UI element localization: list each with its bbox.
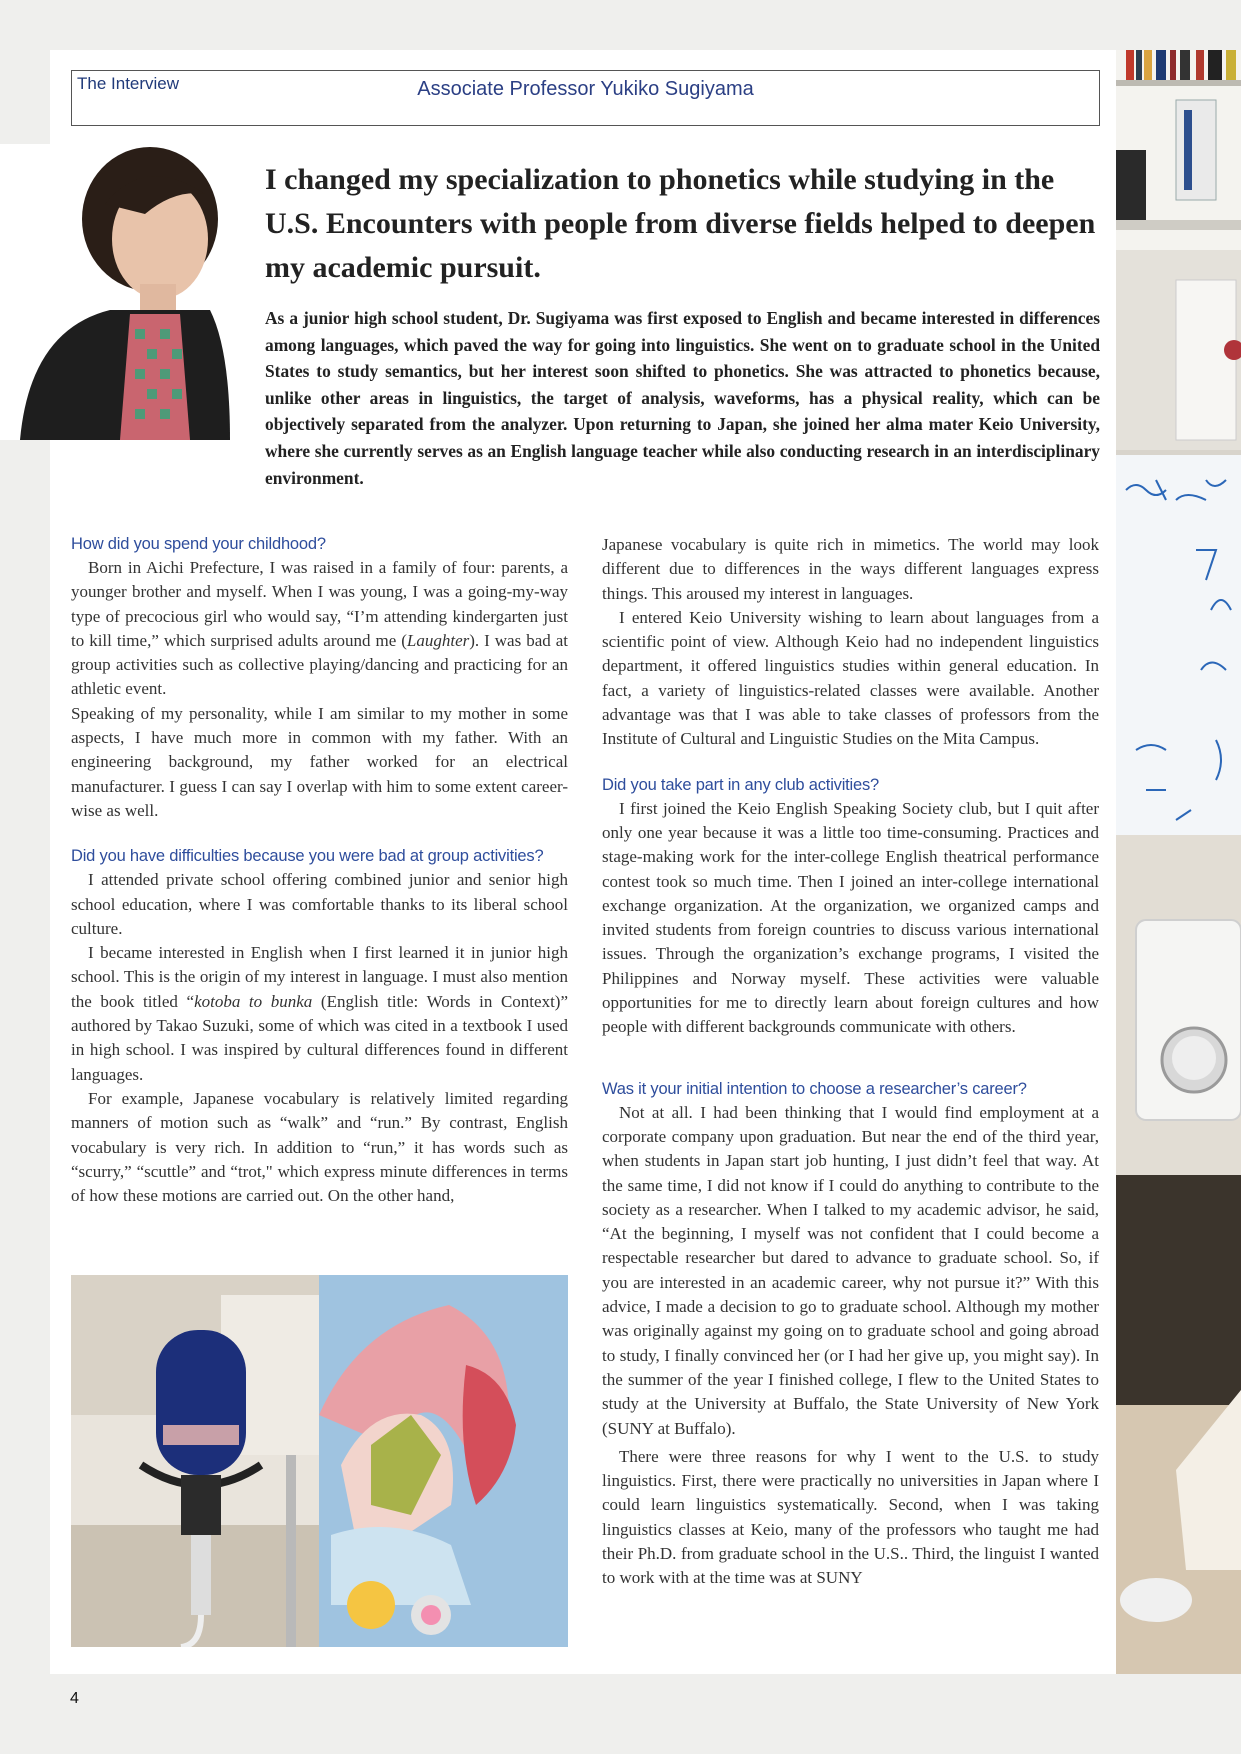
portrait-photo xyxy=(0,144,230,440)
article-lead: As a junior high school student, Dr. Sugiyama was first exposed to English and became interested in differences among languages, which paved the way for going into linguistics. She went on to graduate school in the United States to study semantics, but her interest soon shifted to phonetics. She was attracted to phonetics because, unlike other areas in linguistics, the target of analysis, waveforms, has a physical reality, which can be objectively separated from the analyzer. Upon returning to Japan, she joined her alma mater Keio University, where she currently serves as an English language teacher while also conducting research in an interdisciplinary environment. xyxy=(265,308,1100,488)
section-label: The Interview xyxy=(77,74,180,93)
paragraph: There were three reasons for why I went to the U.S. to study linguistics. First, there were practically no universities in Japan where I could learn linguistics systematically. Second, when I was taking linguistics classes at Keio, many of the professors who taught me had their Ph.D. from graduate school in the U.S.. Third, the linguist I wanted to work with at the time was at SUNY xyxy=(602,1446,1099,1588)
paragraph: Born in Aichi Prefecture, I was raised in a family of four: parents, a younger brother and myself. When I was young, I was a going-my-way type of precocious girl who would say, “I’m attending kindergarten just to kill time,” which surprised adults around me (Laughter). I was bad at group activities such as collective playing/dancing and practicing for an athletic event. xyxy=(71,558,568,699)
paragraph: I attended private school offering combined junior and senior high school education, where I was comfortable thanks to its liberal school culture. xyxy=(71,870,568,938)
left-column xyxy=(71,533,568,1208)
interview-header-box xyxy=(71,70,1100,126)
photo-pair xyxy=(71,1275,568,1647)
paragraph: Speaking of my personality, while I am similar to my mother in some aspects, I have much more in common with my father. With an engineering background, my father worked for an electrical manufacturer. I guess I can say I overlap with him to some extent career-wise as well. xyxy=(71,703,568,820)
paragraph: I became interested in English when I first learned it in junior high school. This is the origin of my interest in language. I must also mention the book titled “kotoba to bunka (English title: Words in Context)” authored by Takao Suzuki, some of which was cited in a textbook I used in high school. I was inspired by cultural differences found in different languages. xyxy=(71,943,568,1084)
question-heading: How did you spend your childhood? xyxy=(71,535,326,553)
article-headline: I changed my specialization to phonetics while studying in the U.S. Encounters with people from diverse fields helped to deepen my academic pursuit. xyxy=(265,163,1096,284)
interviewee-name: Associate Professor Yukiko Sugiyama xyxy=(417,78,754,100)
office-photo-strip xyxy=(1116,50,1241,1674)
paragraph: Not at all. I had been thinking that I would find employment at a corporate company upon graduation. But near the end of the third year, when students in Japan start job hunting, I just didn’t feel that way. At the same time, I did not know if I could do anything to contribute to the society as a researcher. When I talked to my academic advisor, he said, “At the beginning, I myself was not confident that I could become a respectable researcher but dared to advance to graduate school. So, if you are interested in an academic career, why not pursue it?” With this advice, I made a decision to go to graduate school. Although my mother was originally against my going on to graduate school and going abroad to study, I finally convinced her (or I had her give up, you might say). In the summer of the year I finished college, I flew to the United States to study at the University at Buffalo, the State University of New York (SUNY at Buffalo). xyxy=(602,1102,1099,1438)
page-number: 4 xyxy=(70,1690,79,1707)
question-heading: Did you take part in any club activities? xyxy=(602,775,880,794)
question-heading: Did you have difficulties because you were bad at group activities? xyxy=(71,847,544,866)
paragraph: For example, Japanese vocabulary is relatively limited regarding manners of motion such as “walk” and “run.” By contrast, English vocabulary is very rich. In addition to “run,” it has words such as “scurry,” “scuttle” and “trot," which express minute differences in terms of how these motions are carried out. On the other hand, xyxy=(71,1088,568,1206)
right-column xyxy=(602,533,1099,1591)
paragraph: I first joined the Keio English Speaking Society club, but I quit after only one year because it was a little too time-consuming. Practices and stage-making work for the inter-college English theatrical performance contest took so much time. Then I joined an inter-college international exchange organization. At the organization, we organized camps and invited students from foreign countries to discuss various international issues. Through the organization’s exchange programs, I visited the Philippines and Norway myself. These activities were valuable opportunities for me to directly learn about foreign cultures and how people with different backgrounds communicate with others. xyxy=(602,798,1099,1037)
question-heading: Was it your initial intention to choose a researcher’s career? xyxy=(602,1079,1027,1098)
paragraph: I entered Keio University wishing to learn about languages from a scientific point of view. Although Keio had no independent linguistics department, it offered linguistics studies within general education. In fact, a variety of linguistics-related classes were available. Another advantage was that I was able to take classes of professors from the Institute of Cultural and Linguistic Studies on the Mita Campus. xyxy=(602,607,1099,749)
paragraph: Japanese vocabulary is quite rich in mimetics. The world may look different due to differences in the ways different languages express things. This aroused my interest in languages. xyxy=(602,535,1099,603)
